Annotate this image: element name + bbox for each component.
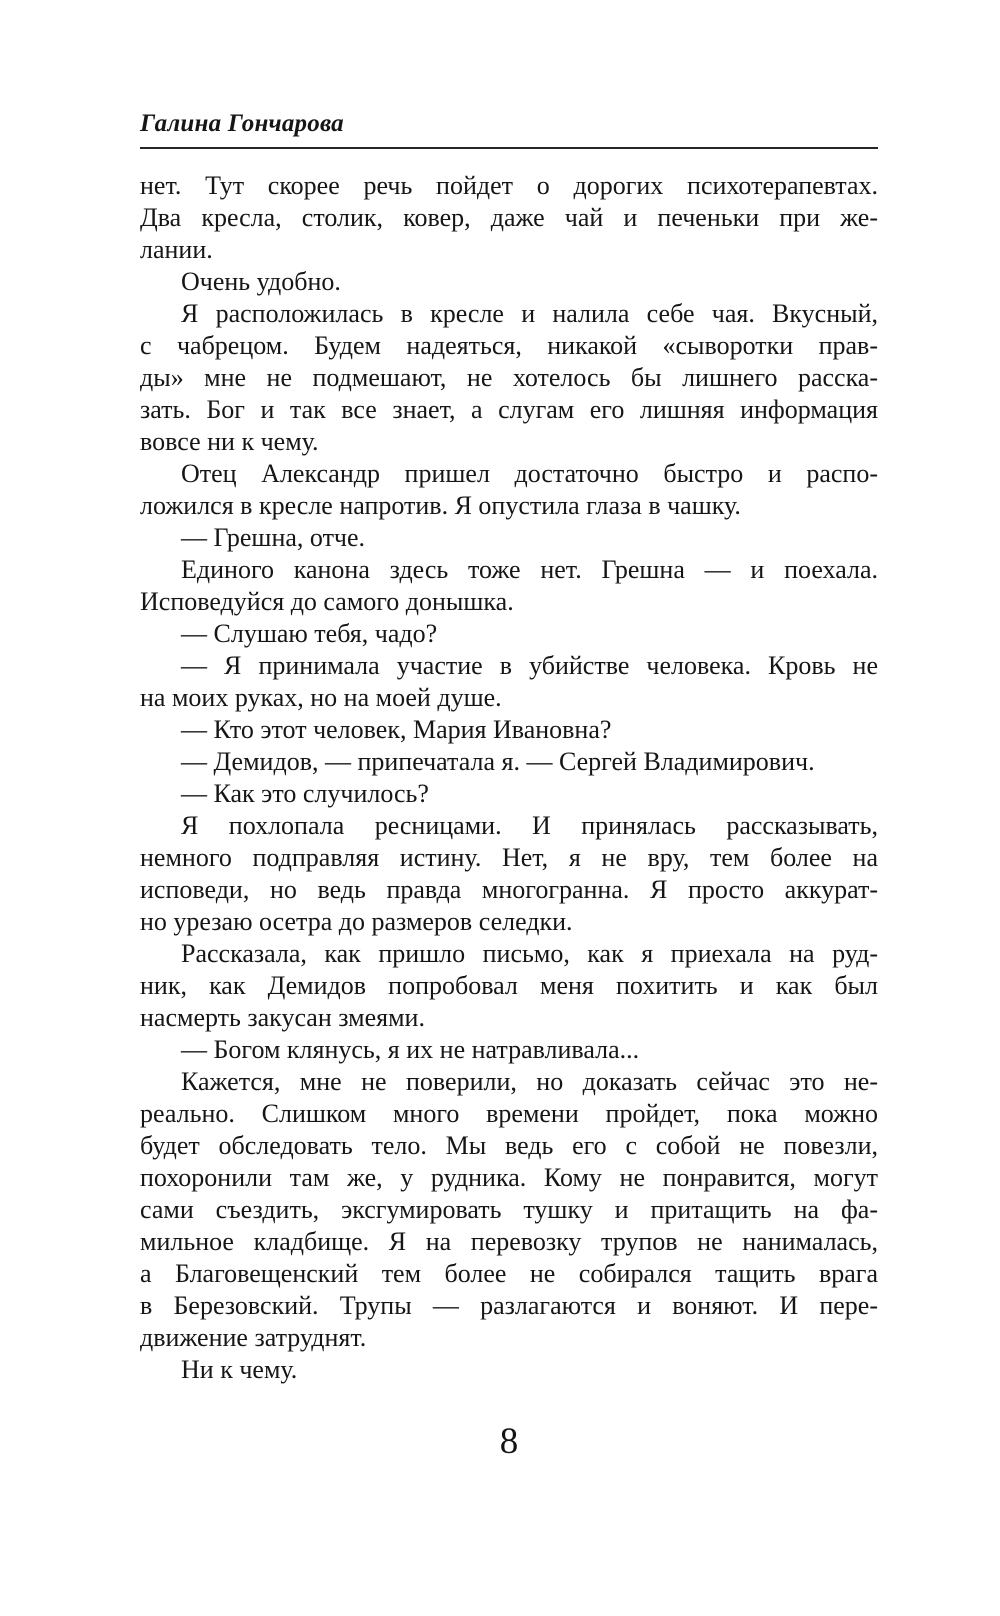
text-line: Исповедуйся до самого донышка.: [140, 587, 514, 616]
text-line: лании.: [140, 235, 213, 264]
paragraph: [140, 522, 878, 554]
paragraph: [140, 714, 878, 746]
text-line: — Грешна, отче.: [181, 523, 366, 552]
text-line: а Благовещенский тем более не собирался тащить врага: [140, 1259, 878, 1288]
running-header-author: Галина Гончарова: [140, 110, 344, 137]
page-body: [140, 170, 878, 1386]
text-line: Рассказала, как пришло письмо, как я приехала на руд-: [181, 939, 878, 968]
text-line: исповеди, но ведь правда многогранна. Я просто аккурат-: [140, 875, 878, 904]
paragraph: [140, 938, 878, 1034]
text-line: будет обследовать тело. Мы ведь его с собой не повезли,: [140, 1131, 878, 1160]
text-line: с чабрецом. Будем надеяться, никакой «сыворотки прав-: [140, 331, 878, 360]
paragraph: [140, 554, 878, 618]
paragraph: [140, 266, 878, 298]
text-line: Кажется, мне не поверили, но доказать сейчас это не-: [181, 1067, 878, 1096]
page-number: 8: [499, 1421, 519, 1462]
text-line: реально. Слишком много времени пройдет, пока можно: [140, 1099, 878, 1128]
paragraph: [140, 650, 878, 714]
text-line: вовсе ни к чему.: [140, 427, 319, 456]
paragraph: [140, 298, 878, 458]
paragraph: [140, 458, 878, 522]
text-line: — Богом клянусь, я их не натравливала...: [181, 1035, 640, 1064]
text-line: ложился в кресле напротив. Я опустила глаза в чашку.: [140, 491, 741, 520]
paragraph: [140, 778, 878, 810]
text-line: — Как это случилось?: [181, 779, 429, 808]
text-line: движение затруднят.: [140, 1323, 367, 1352]
text-line: сами съездить, эксгумировать тушку и притащить на фа-: [140, 1195, 878, 1224]
text-line: Отец Александр пришел достаточно быстро и распо-: [181, 459, 878, 488]
text-line: Два кресла, столик, ковер, даже чай и печеньки при же-: [140, 203, 878, 232]
paragraph: [140, 810, 878, 938]
paragraph: [140, 170, 878, 266]
text-line: ды» мне не подмешают, не хотелось бы лишнего расска-: [140, 363, 878, 392]
text-line: мильное кладбище. Я на перевозку трупов не нанималась,: [140, 1227, 878, 1256]
text-line: зать. Бог и так все знает, а слугам его лишняя информация: [140, 395, 878, 424]
paragraph: [140, 1034, 878, 1066]
running-header: [140, 110, 878, 149]
text-line: похоронили там же, у рудника. Кому не понравится, могут: [140, 1163, 878, 1192]
paragraph: [140, 618, 878, 650]
text-line: — Слушаю тебя, чадо?: [181, 619, 438, 648]
text-line: — Кто этот человек, Мария Ивановна?: [181, 715, 612, 744]
text-line: нет. Тут скорее речь пойдет о дорогих психотерапевтах.: [140, 171, 878, 200]
paragraph: [140, 1354, 878, 1386]
text-line: Я похлопала ресницами. И принялась рассказывать,: [181, 811, 878, 840]
text-line: насмерть закусан змеями.: [140, 1003, 425, 1032]
text-line: Я расположилась в кресле и налила себе чая. Вкусный,: [181, 299, 878, 328]
text-line: на моих руках, но на моей душе.: [140, 683, 502, 712]
paragraph: [140, 1066, 878, 1354]
text-line: — Демидов, — припечатала я. — Сергей Владимирович.: [181, 747, 815, 776]
paragraph: [140, 746, 878, 778]
text-line: Очень удобно.: [181, 267, 341, 296]
text-line: — Я принимала участие в убийстве человека. Кровь не: [181, 651, 878, 680]
text-line: Ни к чему.: [181, 1355, 298, 1384]
text-line: но урезаю осетра до размеров селедки.: [140, 907, 573, 936]
text-line: Единого канона здесь тоже нет. Грешна — и поехала.: [181, 555, 878, 584]
text-line: в Березовский. Трупы — разлагаются и воняют. И пере-: [140, 1291, 878, 1320]
text-line: немного подправляя истину. Нет, я не вру, тем более на: [140, 843, 878, 872]
text-line: ник, как Демидов попробовал меня похитить и как был: [140, 971, 878, 1000]
